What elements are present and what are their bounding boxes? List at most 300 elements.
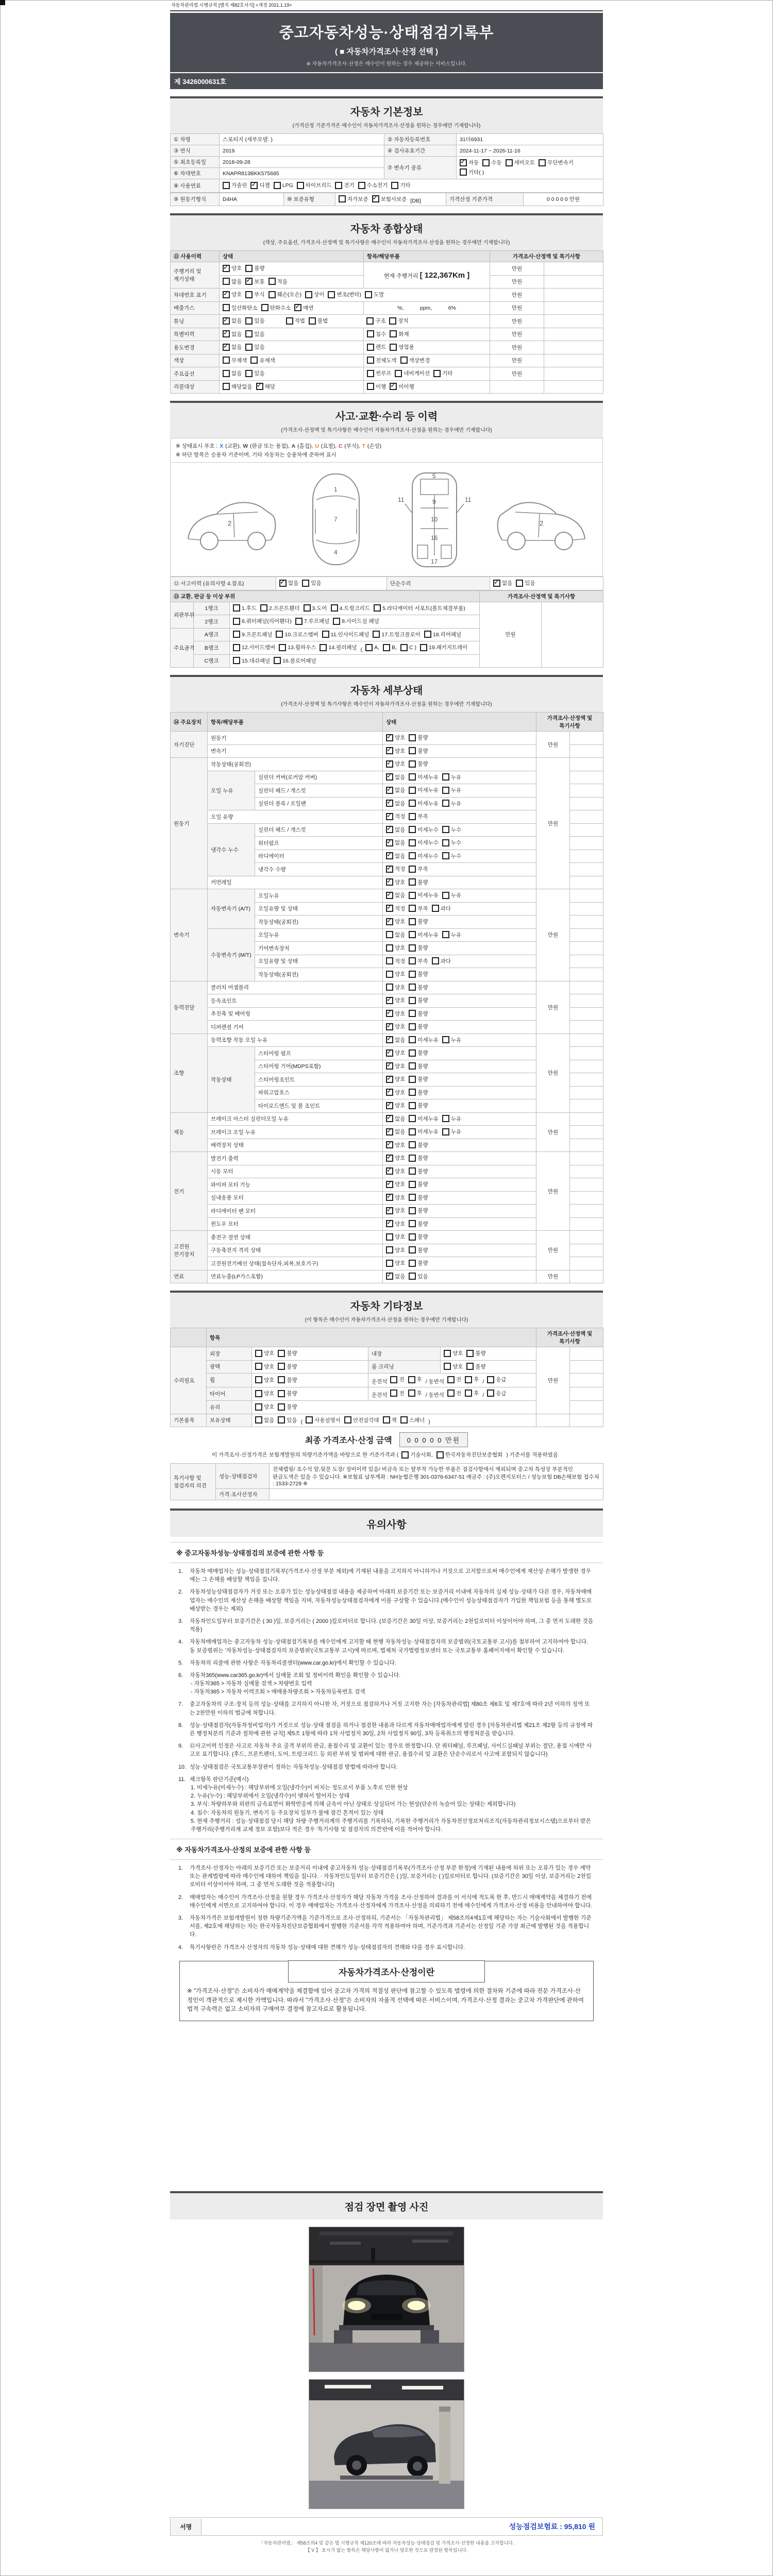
unchecked-box-icon[interactable] bbox=[278, 1403, 285, 1411]
checked-box-icon[interactable] bbox=[460, 159, 467, 166]
checkbox-변조(변타)[interactable] bbox=[328, 291, 361, 298]
checkbox-8.사이드실 패널[interactable] bbox=[333, 617, 379, 625]
checkbox-스패너[interactable] bbox=[400, 1416, 425, 1424]
checked-box-icon[interactable] bbox=[250, 182, 258, 189]
unchecked-box-icon[interactable] bbox=[245, 265, 253, 272]
unchecked-box-icon[interactable] bbox=[409, 957, 416, 964]
checkbox-양호[interactable] bbox=[386, 996, 405, 1004]
unchecked-box-icon[interactable] bbox=[408, 1389, 415, 1397]
checkbox-적정[interactable] bbox=[386, 865, 405, 873]
unchecked-box-icon[interactable] bbox=[302, 580, 309, 587]
checkbox-누유[interactable] bbox=[442, 773, 461, 781]
checkbox-있음[interactable] bbox=[245, 317, 264, 325]
checkbox-양호[interactable] bbox=[223, 264, 242, 272]
checkbox-전[interactable] bbox=[390, 1376, 404, 1383]
checkbox-침수[interactable] bbox=[367, 330, 386, 338]
checkbox-양호[interactable] bbox=[386, 1259, 405, 1267]
unchecked-box-icon[interactable] bbox=[409, 1102, 416, 1109]
unchecked-box-icon[interactable] bbox=[278, 1416, 285, 1423]
checkbox-1.후드[interactable] bbox=[233, 604, 257, 612]
unchecked-box-icon[interactable] bbox=[255, 1350, 262, 1357]
checkbox-불량[interactable] bbox=[278, 1349, 297, 1357]
unchecked-box-icon[interactable] bbox=[261, 304, 268, 311]
unchecked-box-icon[interactable] bbox=[223, 278, 230, 285]
checked-box-icon[interactable] bbox=[245, 278, 253, 285]
unchecked-box-icon[interactable] bbox=[344, 1416, 351, 1423]
unchecked-box-icon[interactable] bbox=[424, 631, 431, 638]
checkbox-LPG[interactable] bbox=[274, 182, 293, 189]
unchecked-box-icon[interactable] bbox=[386, 931, 393, 938]
unchecked-box-icon[interactable] bbox=[409, 866, 416, 873]
unchecked-box-icon[interactable] bbox=[409, 734, 416, 741]
checked-box-icon[interactable] bbox=[223, 330, 230, 337]
unchecked-box-icon[interactable] bbox=[432, 957, 439, 964]
checkbox-양호[interactable] bbox=[386, 1010, 405, 1018]
unchecked-box-icon[interactable] bbox=[233, 631, 240, 638]
checkbox-과다[interactable] bbox=[432, 957, 451, 965]
checked-box-icon[interactable] bbox=[386, 892, 393, 899]
unchecked-box-icon[interactable] bbox=[304, 604, 311, 612]
checkbox-없음[interactable] bbox=[223, 369, 242, 377]
checkbox-17.트렁크플로어[interactable] bbox=[373, 631, 420, 638]
unchecked-box-icon[interactable] bbox=[367, 330, 374, 337]
checkbox-C )[interactable] bbox=[400, 644, 416, 651]
checkbox-응급[interactable] bbox=[487, 1376, 506, 1383]
checkbox-무단변속기[interactable] bbox=[539, 159, 574, 166]
unchecked-box-icon[interactable] bbox=[233, 618, 240, 625]
checkbox-3.도어[interactable] bbox=[304, 604, 327, 612]
checkbox-불량[interactable] bbox=[409, 1049, 428, 1057]
checkbox-13.휠하우스[interactable] bbox=[279, 643, 316, 651]
unchecked-box-icon[interactable] bbox=[328, 291, 335, 298]
checked-box-icon[interactable] bbox=[386, 1049, 393, 1057]
checkbox-해당[interactable] bbox=[256, 383, 275, 391]
checkbox-없음[interactable] bbox=[386, 800, 405, 807]
checkbox-있음[interactable] bbox=[278, 1416, 297, 1424]
checkbox-미세누유[interactable] bbox=[409, 773, 439, 781]
checkbox-11.인사이드패널[interactable] bbox=[322, 631, 369, 638]
checkbox-잭[interactable] bbox=[383, 1416, 397, 1424]
unchecked-box-icon[interactable] bbox=[442, 1115, 449, 1122]
checkbox-양호[interactable] bbox=[386, 1233, 405, 1241]
checkbox-불량[interactable] bbox=[409, 1180, 428, 1188]
unchecked-box-icon[interactable] bbox=[274, 657, 281, 664]
unchecked-box-icon[interactable] bbox=[279, 644, 286, 651]
checkbox-누유[interactable] bbox=[442, 891, 461, 899]
unchecked-box-icon[interactable] bbox=[276, 631, 283, 638]
unchecked-box-icon[interactable] bbox=[386, 984, 393, 991]
unchecked-box-icon[interactable] bbox=[409, 918, 416, 925]
checkbox-불량[interactable] bbox=[409, 1075, 428, 1083]
checked-box-icon[interactable] bbox=[386, 1089, 393, 1096]
checkbox-양호[interactable] bbox=[255, 1349, 274, 1357]
unchecked-box-icon[interactable] bbox=[390, 330, 397, 337]
checkbox-양호[interactable] bbox=[386, 1141, 405, 1149]
checkbox-누수[interactable] bbox=[442, 852, 461, 860]
unchecked-box-icon[interactable] bbox=[409, 944, 416, 952]
checkbox-불량[interactable] bbox=[409, 996, 428, 1004]
unchecked-box-icon[interactable] bbox=[539, 159, 546, 166]
unchecked-box-icon[interactable] bbox=[409, 1049, 416, 1057]
checkbox-누유[interactable] bbox=[442, 1115, 461, 1123]
unchecked-box-icon[interactable] bbox=[250, 357, 258, 364]
unchecked-box-icon[interactable] bbox=[409, 1076, 416, 1083]
checkbox-양호[interactable] bbox=[386, 747, 405, 755]
checkbox-양호[interactable] bbox=[386, 734, 405, 741]
unchecked-box-icon[interactable] bbox=[374, 604, 381, 612]
checkbox-양호[interactable] bbox=[255, 1389, 274, 1397]
checked-box-icon[interactable] bbox=[256, 383, 263, 390]
unchecked-box-icon[interactable] bbox=[365, 291, 372, 298]
unchecked-box-icon[interactable] bbox=[367, 344, 374, 351]
unchecked-box-icon[interactable] bbox=[460, 168, 467, 176]
unchecked-box-icon[interactable] bbox=[401, 1451, 409, 1459]
unchecked-box-icon[interactable] bbox=[400, 357, 408, 364]
unchecked-box-icon[interactable] bbox=[373, 631, 380, 638]
unchecked-box-icon[interactable] bbox=[386, 1233, 393, 1241]
checkbox-있음[interactable] bbox=[302, 579, 321, 587]
unchecked-box-icon[interactable] bbox=[223, 370, 230, 377]
checkbox-미세누유[interactable] bbox=[409, 1128, 439, 1136]
checkbox-후[interactable] bbox=[408, 1389, 422, 1397]
checkbox-구조[interactable] bbox=[366, 317, 385, 325]
unchecked-box-icon[interactable] bbox=[386, 1260, 393, 1267]
checkbox-16.플로어패널[interactable] bbox=[274, 657, 316, 665]
unchecked-box-icon[interactable] bbox=[409, 1036, 416, 1043]
unchecked-box-icon[interactable] bbox=[442, 931, 449, 938]
checkbox-양호[interactable] bbox=[444, 1363, 463, 1370]
checked-box-icon[interactable] bbox=[386, 1220, 393, 1227]
unchecked-box-icon[interactable] bbox=[506, 159, 513, 166]
checkbox-14.필러패널[interactable] bbox=[320, 643, 357, 651]
checkbox-적법[interactable] bbox=[286, 317, 305, 325]
checkbox-없음[interactable] bbox=[493, 579, 512, 587]
unchecked-box-icon[interactable] bbox=[487, 1376, 494, 1383]
checkbox-있음[interactable] bbox=[245, 343, 264, 351]
checked-box-icon[interactable] bbox=[386, 747, 393, 754]
unchecked-box-icon[interactable] bbox=[255, 1363, 262, 1370]
checked-box-icon[interactable] bbox=[386, 734, 393, 741]
unchecked-box-icon[interactable] bbox=[223, 304, 230, 311]
checkbox-불법[interactable] bbox=[309, 317, 328, 325]
unchecked-box-icon[interactable] bbox=[409, 1115, 416, 1122]
unchecked-box-icon[interactable] bbox=[409, 1207, 416, 1214]
checkbox-불량[interactable] bbox=[409, 1233, 428, 1241]
checkbox-양호[interactable] bbox=[223, 291, 242, 298]
unchecked-box-icon[interactable] bbox=[223, 383, 230, 390]
checkbox-미세누유[interactable] bbox=[409, 800, 439, 807]
checkbox-부식[interactable] bbox=[245, 291, 264, 298]
checkbox-기타( )[interactable] bbox=[460, 168, 484, 176]
unchecked-box-icon[interactable] bbox=[223, 182, 230, 189]
checkbox-없음[interactable] bbox=[386, 931, 405, 939]
checked-box-icon[interactable] bbox=[223, 291, 230, 298]
checkbox-훼손(오손)[interactable] bbox=[268, 291, 302, 298]
checkbox-불량[interactable] bbox=[409, 1167, 428, 1175]
unchecked-box-icon[interactable] bbox=[409, 1089, 416, 1096]
unchecked-box-icon[interactable] bbox=[482, 159, 490, 166]
checkbox-적음[interactable] bbox=[268, 278, 288, 285]
checkbox-양호[interactable] bbox=[386, 1062, 405, 1070]
checked-box-icon[interactable] bbox=[386, 1207, 393, 1214]
checkbox-양호[interactable] bbox=[386, 1220, 405, 1228]
unchecked-box-icon[interactable] bbox=[305, 291, 312, 298]
checkbox-영업용[interactable] bbox=[390, 343, 414, 351]
checkbox-B,[interactable] bbox=[383, 644, 397, 651]
unchecked-box-icon[interactable] bbox=[444, 1350, 451, 1357]
checkbox-미이행[interactable] bbox=[390, 383, 414, 391]
checkbox-전[interactable] bbox=[447, 1376, 461, 1383]
unchecked-box-icon[interactable] bbox=[409, 1246, 416, 1253]
unchecked-box-icon[interactable] bbox=[409, 1194, 416, 1201]
checkbox-불량[interactable] bbox=[409, 1207, 428, 1214]
unchecked-box-icon[interactable] bbox=[409, 1260, 416, 1267]
checked-box-icon[interactable] bbox=[386, 918, 393, 925]
unchecked-box-icon[interactable] bbox=[409, 1220, 416, 1227]
unchecked-box-icon[interactable] bbox=[386, 1246, 393, 1253]
checkbox-부족[interactable] bbox=[409, 905, 428, 912]
checkbox-전[interactable] bbox=[447, 1389, 461, 1397]
checkbox-적정[interactable] bbox=[386, 812, 405, 820]
checkbox-불량[interactable] bbox=[409, 918, 428, 925]
unchecked-box-icon[interactable] bbox=[278, 1350, 285, 1357]
unchecked-box-icon[interactable] bbox=[286, 317, 293, 325]
unchecked-box-icon[interactable] bbox=[409, 1181, 416, 1188]
unchecked-box-icon[interactable] bbox=[409, 984, 416, 991]
checkbox-불량[interactable] bbox=[278, 1389, 297, 1397]
checked-box-icon[interactable] bbox=[386, 787, 393, 794]
checked-box-icon[interactable] bbox=[386, 878, 393, 886]
unchecked-box-icon[interactable] bbox=[408, 1376, 415, 1383]
checkbox-불량[interactable] bbox=[409, 970, 428, 978]
unchecked-box-icon[interactable] bbox=[442, 892, 449, 899]
checkbox-없음[interactable] bbox=[386, 1115, 405, 1123]
unchecked-box-icon[interactable] bbox=[367, 357, 374, 364]
checkbox-양호[interactable] bbox=[386, 1023, 405, 1030]
checkbox-불량[interactable] bbox=[409, 1062, 428, 1070]
unchecked-box-icon[interactable] bbox=[383, 1416, 390, 1423]
checked-box-icon[interactable] bbox=[279, 580, 287, 587]
unchecked-box-icon[interactable] bbox=[339, 195, 346, 202]
unchecked-box-icon[interactable] bbox=[386, 944, 393, 952]
unchecked-box-icon[interactable] bbox=[223, 357, 230, 364]
unchecked-box-icon[interactable] bbox=[409, 997, 416, 1004]
unchecked-box-icon[interactable] bbox=[322, 631, 329, 638]
checkbox-전[interactable] bbox=[390, 1389, 404, 1397]
checkbox-불량[interactable] bbox=[245, 264, 264, 272]
checkbox-있음[interactable] bbox=[516, 579, 535, 587]
checkbox-A,[interactable] bbox=[365, 644, 379, 651]
checkbox-없음[interactable] bbox=[255, 1416, 274, 1424]
unchecked-box-icon[interactable] bbox=[365, 644, 373, 651]
unchecked-box-icon[interactable] bbox=[409, 878, 416, 886]
unchecked-box-icon[interactable] bbox=[260, 604, 267, 612]
checkbox-수소전기[interactable] bbox=[358, 181, 388, 189]
checkbox-불량[interactable] bbox=[409, 1141, 428, 1149]
unchecked-box-icon[interactable] bbox=[386, 957, 393, 964]
unchecked-box-icon[interactable] bbox=[390, 1389, 397, 1397]
unchecked-box-icon[interactable] bbox=[331, 604, 338, 612]
unchecked-box-icon[interactable] bbox=[409, 1023, 416, 1030]
checkbox-양호[interactable] bbox=[386, 944, 405, 952]
unchecked-box-icon[interactable] bbox=[409, 905, 416, 912]
unchecked-box-icon[interactable] bbox=[367, 370, 374, 377]
unchecked-box-icon[interactable] bbox=[409, 971, 416, 978]
checked-box-icon[interactable] bbox=[386, 1141, 393, 1148]
unchecked-box-icon[interactable] bbox=[389, 317, 396, 325]
checkbox-2.프론트휀더[interactable] bbox=[260, 604, 299, 612]
checkbox-누수[interactable] bbox=[442, 839, 461, 846]
checkbox-양호[interactable] bbox=[386, 1049, 405, 1057]
unchecked-box-icon[interactable] bbox=[409, 760, 416, 768]
checkbox-후[interactable] bbox=[408, 1376, 422, 1383]
checkbox-없음[interactable] bbox=[223, 343, 242, 351]
checkbox-썬루프[interactable] bbox=[367, 369, 391, 377]
checkbox-양호[interactable] bbox=[386, 1167, 405, 1175]
unchecked-box-icon[interactable] bbox=[447, 1376, 455, 1383]
unchecked-box-icon[interactable] bbox=[245, 370, 253, 377]
checkbox-있음[interactable] bbox=[409, 1273, 428, 1280]
checkbox-세미오토[interactable] bbox=[506, 159, 535, 166]
checked-box-icon[interactable] bbox=[386, 1181, 393, 1188]
checkbox-누유[interactable] bbox=[442, 786, 461, 794]
checkbox-탄화수소[interactable] bbox=[261, 304, 291, 312]
unchecked-box-icon[interactable] bbox=[442, 787, 449, 794]
checkbox-7.루프패널[interactable] bbox=[295, 617, 329, 625]
checked-box-icon[interactable] bbox=[386, 826, 393, 833]
checkbox-부족[interactable] bbox=[409, 957, 428, 965]
checkbox-화재[interactable] bbox=[390, 330, 409, 338]
checkbox-보통[interactable] bbox=[245, 278, 264, 285]
checkbox-미세누수[interactable] bbox=[409, 839, 439, 846]
checkbox-5.라디에이터 서포트(볼트체결부품)[interactable] bbox=[374, 604, 465, 612]
checked-box-icon[interactable] bbox=[386, 839, 393, 846]
unchecked-box-icon[interactable] bbox=[255, 1390, 262, 1397]
checkbox-10.크로스멤버[interactable] bbox=[276, 631, 318, 638]
checked-box-icon[interactable] bbox=[386, 1115, 393, 1122]
checked-box-icon[interactable] bbox=[386, 997, 393, 1004]
unchecked-box-icon[interactable] bbox=[409, 1167, 416, 1175]
unchecked-box-icon[interactable] bbox=[400, 644, 408, 651]
unchecked-box-icon[interactable] bbox=[444, 1363, 451, 1370]
checkbox-양호[interactable] bbox=[255, 1376, 274, 1384]
checkbox-많음[interactable] bbox=[223, 278, 242, 285]
checkbox-없음[interactable] bbox=[386, 1036, 405, 1044]
checkbox-기타[interactable] bbox=[391, 181, 410, 189]
unchecked-box-icon[interactable] bbox=[436, 1451, 444, 1459]
checkbox-불량[interactable] bbox=[409, 1194, 428, 1201]
checkbox-불량[interactable] bbox=[409, 1220, 428, 1228]
checkbox-양호[interactable] bbox=[386, 1194, 405, 1201]
unchecked-box-icon[interactable] bbox=[409, 787, 416, 794]
unchecked-box-icon[interactable] bbox=[466, 1350, 474, 1357]
checkbox-불량[interactable] bbox=[409, 1010, 428, 1018]
unchecked-box-icon[interactable] bbox=[433, 370, 441, 377]
unchecked-box-icon[interactable] bbox=[409, 931, 416, 938]
checkbox-누유[interactable] bbox=[442, 1036, 461, 1044]
checkbox-누유[interactable] bbox=[442, 800, 461, 807]
checkbox-양호[interactable] bbox=[386, 1101, 405, 1109]
checkbox-불량[interactable] bbox=[278, 1403, 297, 1411]
checkbox-양호[interactable] bbox=[386, 1180, 405, 1188]
checked-box-icon[interactable] bbox=[386, 1076, 393, 1083]
checked-box-icon[interactable] bbox=[386, 1062, 393, 1070]
unchecked-box-icon[interactable] bbox=[366, 317, 374, 325]
checkbox-한국자동차진단보증협회[interactable] bbox=[436, 1451, 503, 1459]
checkbox-양호[interactable] bbox=[386, 1207, 405, 1214]
checked-box-icon[interactable] bbox=[386, 1155, 393, 1162]
checked-box-icon[interactable] bbox=[223, 317, 230, 325]
unchecked-box-icon[interactable] bbox=[465, 1389, 472, 1397]
checkbox-없음[interactable] bbox=[386, 839, 405, 846]
checked-box-icon[interactable] bbox=[386, 1010, 393, 1017]
unchecked-box-icon[interactable] bbox=[295, 618, 303, 625]
checkbox-없음[interactable] bbox=[386, 1128, 405, 1136]
checkbox-부족[interactable] bbox=[409, 812, 428, 820]
checkbox-양호[interactable] bbox=[386, 984, 405, 991]
checkbox-양호[interactable] bbox=[255, 1403, 274, 1411]
checkbox-미세누수[interactable] bbox=[409, 852, 439, 860]
unchecked-box-icon[interactable] bbox=[409, 1155, 416, 1162]
checked-box-icon[interactable] bbox=[386, 905, 393, 912]
checkbox-불량[interactable] bbox=[409, 1023, 428, 1030]
checkbox-누유[interactable] bbox=[442, 1128, 461, 1136]
checkbox-해당없음[interactable] bbox=[223, 383, 253, 391]
checkbox-가솔린[interactable] bbox=[223, 181, 247, 189]
checkbox-없음[interactable] bbox=[386, 1273, 405, 1280]
checkbox-양호[interactable] bbox=[255, 1363, 274, 1370]
unchecked-box-icon[interactable] bbox=[442, 1128, 449, 1136]
checked-box-icon[interactable] bbox=[386, 852, 393, 859]
checkbox-상이[interactable] bbox=[305, 291, 324, 298]
checkbox-이행[interactable] bbox=[367, 383, 386, 391]
unchecked-box-icon[interactable] bbox=[333, 618, 340, 625]
unchecked-box-icon[interactable] bbox=[268, 278, 276, 285]
unchecked-box-icon[interactable] bbox=[409, 892, 416, 899]
checkbox-색상변경[interactable] bbox=[400, 357, 430, 364]
checkbox-있음[interactable] bbox=[245, 369, 264, 377]
unchecked-box-icon[interactable] bbox=[409, 852, 416, 859]
checkbox-불량[interactable] bbox=[409, 878, 428, 886]
unchecked-box-icon[interactable] bbox=[409, 1141, 416, 1148]
checkbox-6.쿼터패널(리어휀다)[interactable] bbox=[233, 617, 292, 625]
checkbox-양호[interactable] bbox=[386, 760, 405, 768]
unchecked-box-icon[interactable] bbox=[409, 1010, 416, 1017]
unchecked-box-icon[interactable] bbox=[383, 644, 390, 651]
checkbox-누유[interactable] bbox=[442, 931, 461, 939]
unchecked-box-icon[interactable] bbox=[245, 317, 253, 325]
checkbox-네비게이션[interactable] bbox=[395, 369, 430, 377]
unchecked-box-icon[interactable] bbox=[409, 813, 416, 820]
checkbox-자동[interactable] bbox=[460, 159, 479, 166]
unchecked-box-icon[interactable] bbox=[297, 182, 304, 189]
unchecked-box-icon[interactable] bbox=[409, 1062, 416, 1070]
checked-box-icon[interactable] bbox=[372, 195, 379, 202]
checkbox-불량[interactable] bbox=[409, 1154, 428, 1162]
checkbox-후[interactable] bbox=[465, 1389, 479, 1397]
checked-box-icon[interactable] bbox=[386, 773, 393, 781]
unchecked-box-icon[interactable] bbox=[442, 773, 449, 781]
unchecked-box-icon[interactable] bbox=[409, 1273, 416, 1280]
checkbox-15.대쉬패널[interactable] bbox=[233, 657, 270, 665]
checked-box-icon[interactable] bbox=[294, 304, 301, 311]
checked-box-icon[interactable] bbox=[386, 1023, 393, 1030]
checkbox-없음[interactable] bbox=[223, 330, 242, 338]
checked-box-icon[interactable] bbox=[223, 344, 230, 351]
unchecked-box-icon[interactable] bbox=[335, 182, 342, 189]
unchecked-box-icon[interactable] bbox=[516, 580, 523, 587]
unchecked-box-icon[interactable] bbox=[245, 344, 253, 351]
